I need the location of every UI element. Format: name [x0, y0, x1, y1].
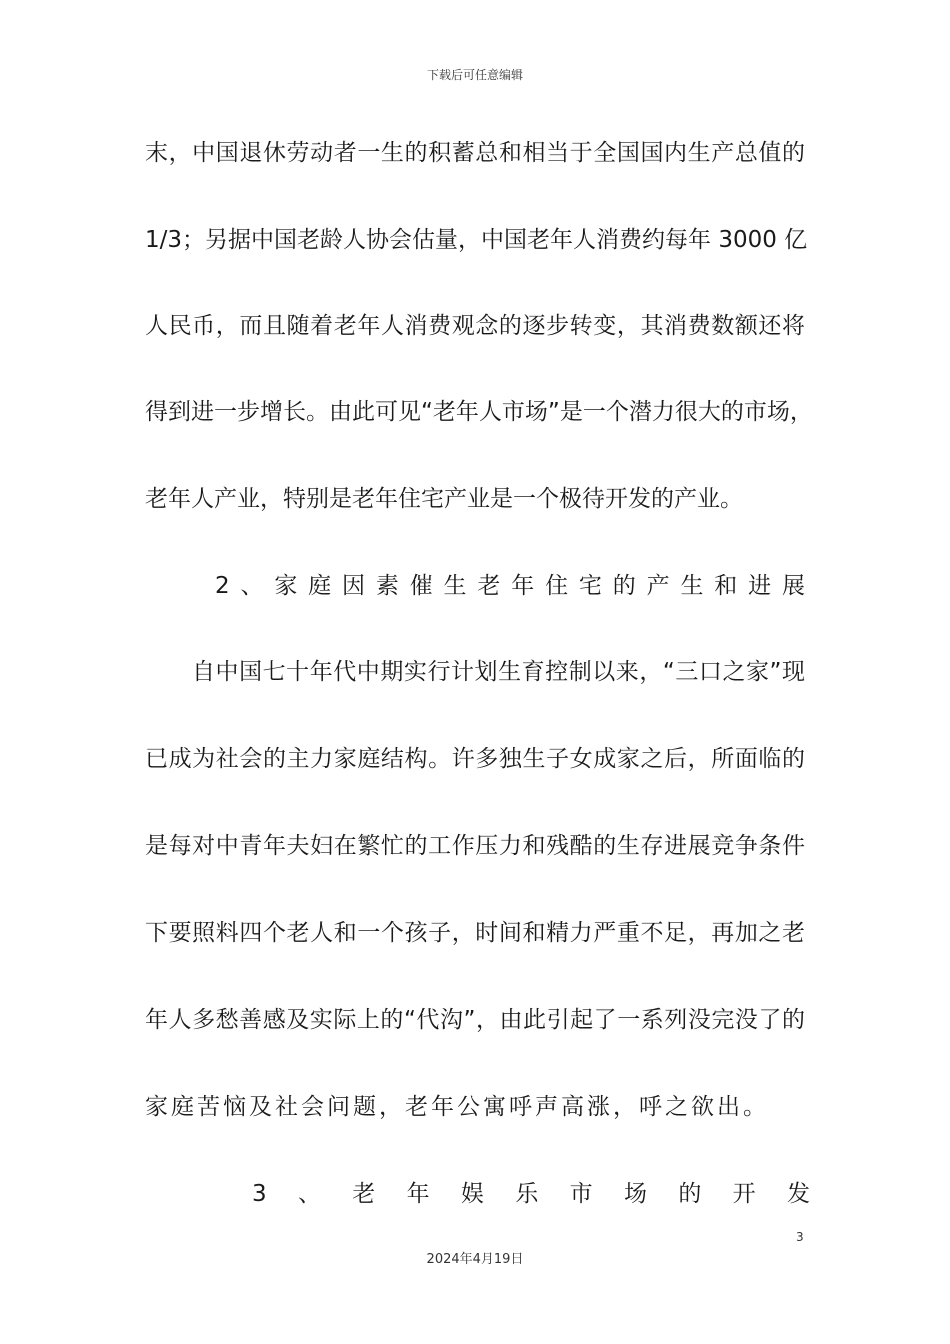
page-footer-date: 2024年4月19日: [426, 1252, 524, 1267]
section-heading: 2、家庭因素催生老年住宅的产生和进展: [215, 573, 805, 599]
text-line: 家庭苦恼及社会问题，老年公寓呼声高涨，呼之欲出。: [145, 1094, 769, 1120]
text-line: 1/3；另据中国老龄人协会估量，中国老年人消费约每年 3000 亿: [145, 227, 808, 253]
text-line: 老年人产业，特别是老年住宅产业是一个极待开发的产业。: [145, 486, 743, 512]
text-line: 自中国七十年代中期实行计划生育控制以来，“三口之家”现: [192, 659, 805, 685]
page-header: 下载后可任意编辑: [426, 68, 523, 82]
section-heading: 3、老年娱乐市场的开发: [252, 1181, 810, 1207]
text-line: 是每对中青年夫妇在繁忙的工作压力和残酷的生存进展竞争条件: [145, 833, 805, 859]
text-line: 已成为社会的主力家庭结构。许多独生子女成家之后，所面临的: [145, 746, 805, 772]
text-line: 下要照料四个老人和一个孩子，时间和精力严重不足，再加之老: [145, 920, 805, 946]
text-line: 末，中国退休劳动者一生的积蓄总和相当于全国国内生产总值的: [145, 140, 805, 166]
text-line: 年人多愁善感及实际上的“代沟”，由此引起了一系列没完没了的: [145, 1007, 805, 1033]
text-line: 人民币，而且随着老年人消费观念的逐步转变，其消费数额还将: [145, 313, 805, 339]
page-number: 3: [796, 1230, 804, 1244]
text-line: 得到进一步增长。由此可见“老年人市场”是一个潜力很大的市场，: [145, 399, 813, 425]
